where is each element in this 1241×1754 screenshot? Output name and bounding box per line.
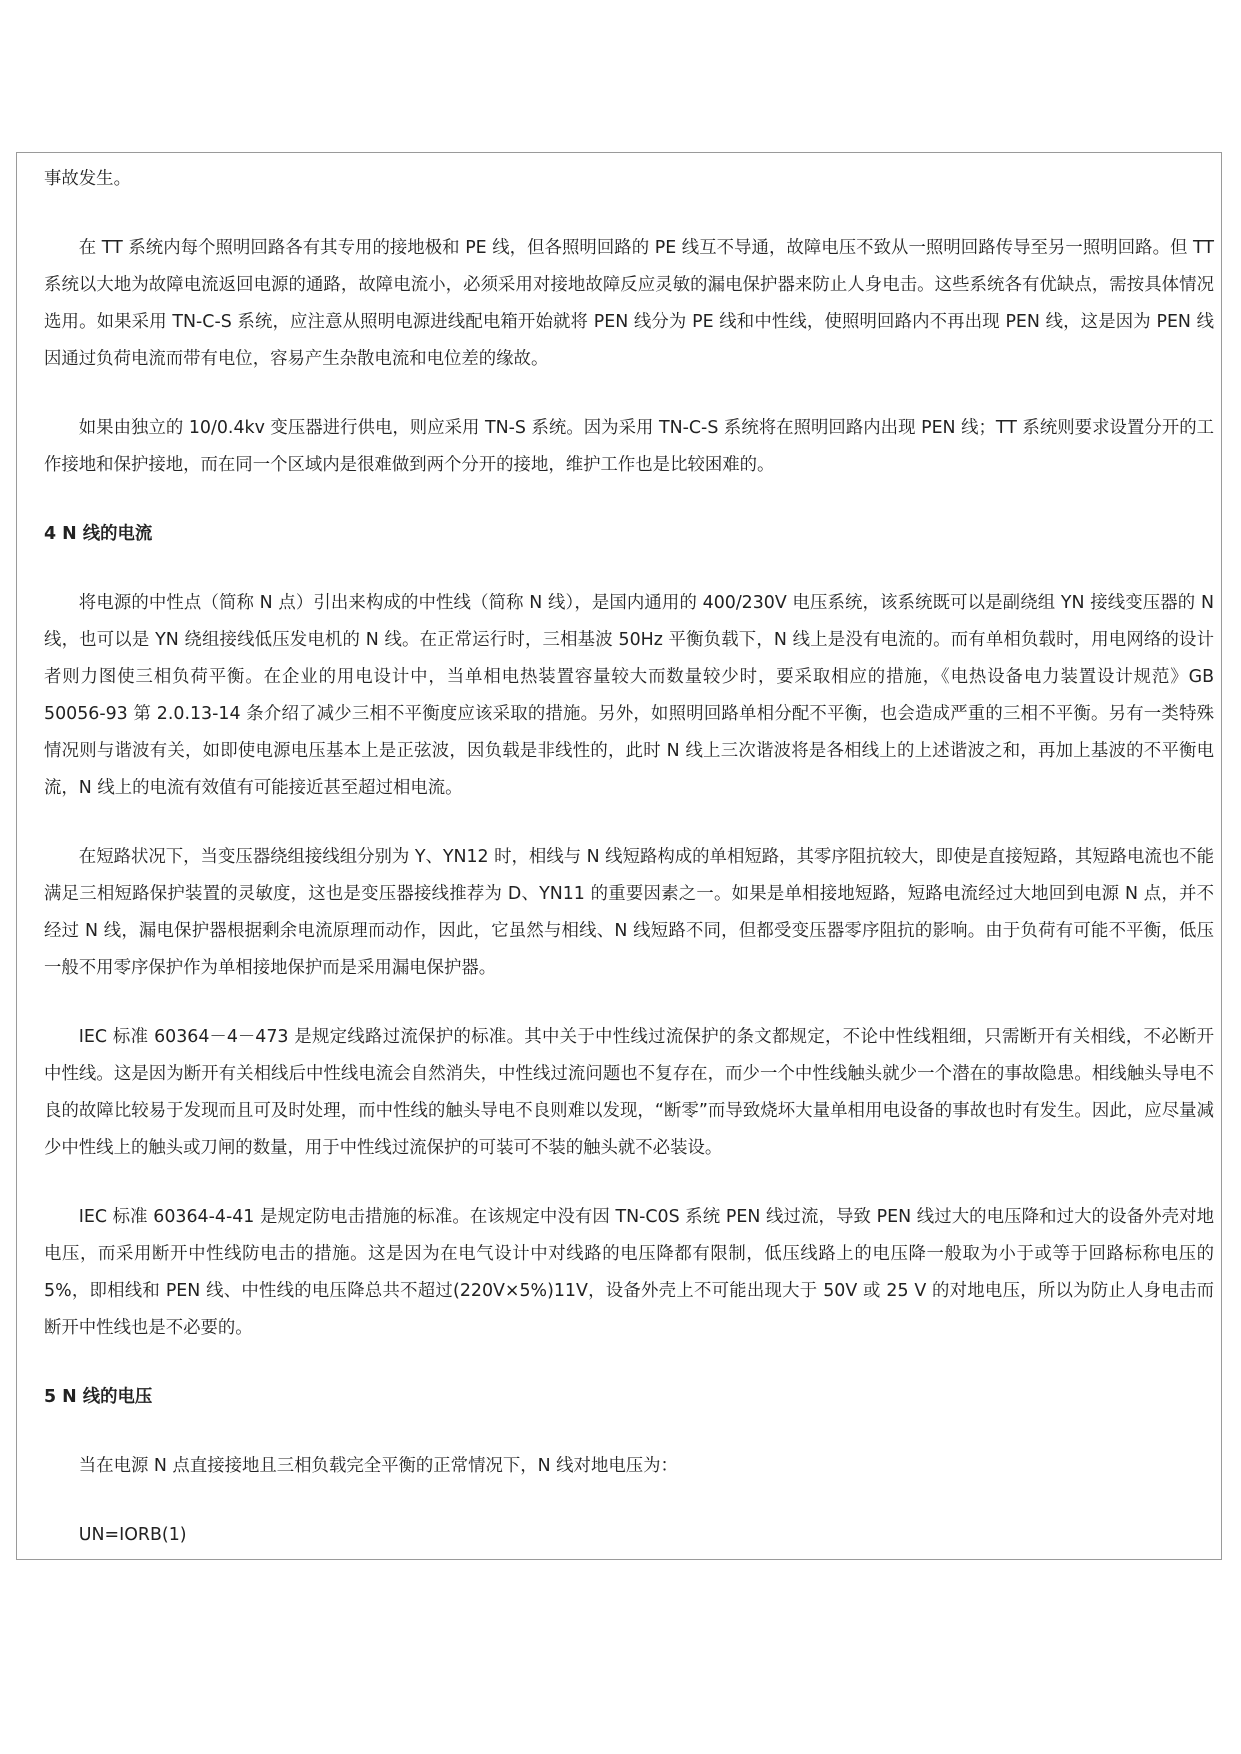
section-heading-n-current: 4 N 线的电流 (44, 524, 153, 544)
paragraph-transformer-supply: 如果由独立的 10/0.4kv 变压器进行供电，则应采用 TN-S 系统。因为采用 TN-C-S 系统将在照明回路内出现 PEN 线；TT 系统则要求设置分开的工作接地和保护接地，而在同一个区域内是很难做到两个分开的接地，维护工作也是比较困难的。 (44, 418, 1214, 475)
paragraph-n-voltage-intro: 当在电源 N 点直接接地且三相负载完全平衡的正常情况下，N 线对地电压为： (78, 1456, 678, 1476)
paragraph-continuation: 事故发生。 (44, 169, 131, 189)
paragraph-iec-41: IEC 标准 60364-4-41 是规定防电击措施的标准。在该规定中没有因 TN-C0S 系统 PEN 线过流，导致 PEN 线过大的电压降和过大的设备外壳对地电压，而采用断开中性线防电击的措施。这是因为在电气设计中对线路的电压降都有限制，低压线路上的电压降一般取为小于或等于回路标称电压的 5%，即相线和 PEN 线、中性线的电压降总共不超过(220V×5%)11V，设备外壳上不可能出现大于 50V 或 25 V 的对地电压，所以为防止人身电击而断开中性线也是不必要的。 (44, 1207, 1214, 1338)
document-body (44, 161, 1214, 1554)
section-heading-n-voltage: 5 N 线的电压 (44, 1387, 153, 1407)
paragraph-short-circuit: 在短路状况下，当变压器绕组接线组分别为 Y、YN12 时，相线与 N 线短路构成的单相短路，其零序阻抗较大，即使是直接短路，其短路电流也不能满足三相短路保护装置的灵敏度，这也是变压器接线推荐为 D、YN11 的重要因素之一。如果是单相接地短路，短路电流经过大地回到电源 N 点，并不经过 N 线，漏电保护器根据剩余电流原理而动作，因此，它虽然与相线、N 线短路不同，但都受变压器零序阻抗的影响。由于负荷有可能不平衡，低压一般不用零序保护作为单相接地保护而是采用漏电保护器。 (44, 847, 1214, 978)
paragraph-tt-system: 在 TT 系统内每个照明回路各有其专用的接地极和 PE 线，但各照明回路的 PE 线互不导通，故障电压不致从一照明回路传导至另一照明回路。但 TT 系统以大地为故障电流返回电源的通路，故障电流小，必须采用对接地故障反应灵敏的漏电保护器来防止人身电击。这些系统各有优缺点，需按具体情况选用。如果采用 TN-C-S 系统，应注意从照明电源进线配电箱开始就将 PEN 线分为 PE 线和中性线，使照明回路内不再出现 PEN 线，这是因为 PEN 线因通过负荷电流而带有电位，容易产生杂散电流和电位差的缘故。 (44, 238, 1214, 369)
formula-line: UN=IORB(1) (78, 1525, 187, 1545)
paragraph-iec-473: IEC 标准 60364－4－473 是规定线路过流保护的标准。其中关于中性线过流保护的条文都规定，不论中性线粗细，只需断开有关相线，不必断开中性线。这是因为断开有关相线后中性线电流会自然消失，中性线过流问题也不复存在，而少一个中性线触头就少一个潜在的事故隐患。相线触头导电不良的故障比较易于发现而且可及时处理，而中性线的触头导电不良则难以发现，“断零”而导致烧坏大量单相用电设备的事故也时有发生。因此，应尽量减少中性线上的触头或刀闸的数量，用于中性线过流保护的可装可不装的触头就不必装设。 (44, 1027, 1214, 1158)
page-frame (16, 152, 1222, 1560)
paragraph-neutral-point: 将电源的中性点（简称 N 点）引出来构成的中性线（简称 N 线），是国内通用的 400/230V 电压系统，该系统既可以是副绕组 YN 接线变压器的 N 线，也可以是 YN 绕组接线低压发电机的 N 线。在正常运行时，三相基波 50Hz 平衡负载下，N 线上是没有电流的。而有单相负载时，用电网络的设计者则力图使三相负荷平衡。在企业的用电设计中，当单相电热装置容量较大而数量较少时，要采取相应的措施，《电热设备电力装置设计规范》GB 50056-93 第 2.0.13-14 条介绍了减少三相不平衡度应该采取的措施。另外，如照明回路单相分配不平衡，也会造成严重的三相不平衡。另有一类特殊情况则与谐波有关，如即使电源电压基本上是正弦波，因负载是非线性的，此时 N 线上三次谐波将是各相线上的上述谐波之和，再加上基波的不平衡电流，N 线上的电流有效值有可能接近甚至超过相电流。 (44, 593, 1214, 798)
